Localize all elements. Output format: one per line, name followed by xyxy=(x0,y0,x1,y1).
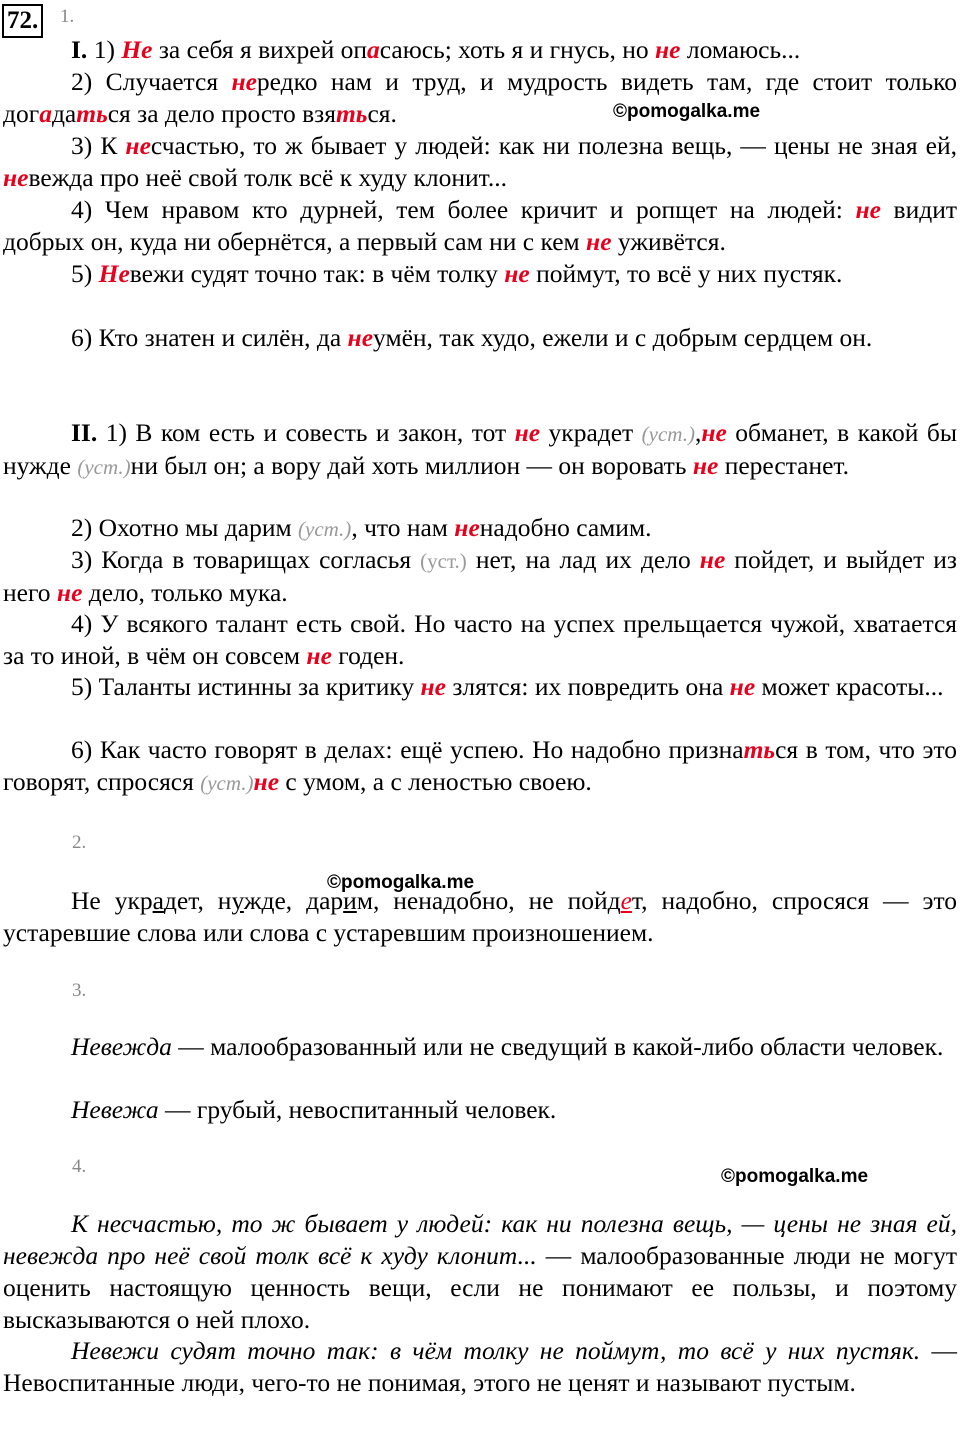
part2-item2: 2) Охотно мы дарим (уст.), что нам ненадобно самим. xyxy=(71,513,652,542)
watermark-3: ©pomogalka.me xyxy=(721,1166,869,1187)
section-4-para1: К несчастью, то ж бывает у людей: как ни полезна вещь, — цены не зная ей, невежда про неё свой толк всё к худу клонит... — малообразованные люди не могут оценить настоящую ценность вещи, если не понимают ее пользы, и поэтому высказываются о ней плохо. xyxy=(3,1209,957,1334)
watermark-1: ©pomogalka.me xyxy=(613,101,761,122)
section-3-def2: Невежа — грубый, невоспитанный человек. xyxy=(71,1095,557,1124)
section-1-label: 1. xyxy=(60,6,75,27)
part1-item1: I. 1) Не за себя я вихрей опасаюсь; хоть я и гнусь, но не ломаюсь... xyxy=(71,35,801,64)
part2-item6: 6) Как часто говорят в делах: ещё успею. Но надобно признаться в том, что это говорят, спросяся (уст.)не с умом, а с леностью своею. xyxy=(3,735,958,796)
part2-item3: 3) Когда в товарищах согласья (уст.) нет, на лад их дело не пойдет, и выйдет из него не дело, только мука. xyxy=(3,545,958,607)
section-2-text: Не украдет, нужде, дарим, ненадобно, не пойдет, надобно, спросяся — это устаревшие слова или слова с устаревшим произношением. xyxy=(3,886,958,947)
section-4-para2: Невежи судят точно так: в чём толку не поймут, то всё у них пустяк. — Невоспитанные люди, чего-то не понимая, этого не ценят и называют пустым. xyxy=(3,1336,957,1397)
part1-item3: 3) К несчастью, то ж бывает у людей: как ни полезна вещь, — цены не зная ей, невежда про неё свой толк всё к худу клонит... xyxy=(3,131,958,192)
watermark-2: ©pomogalka.me xyxy=(327,872,475,893)
section-3-def1: Невежда — малообразованный или не сведущий в какой-либо области человек. xyxy=(71,1032,944,1061)
section-4-label: 4. xyxy=(72,1156,87,1177)
section-2-label: 2. xyxy=(72,832,87,853)
part1-item4: 4) Чем нравом кто дурней, тем более кричит и ропщет на людей: не видит добрых он, куда ни обернётся, а первый сам ни с кем не уживётся. xyxy=(3,195,957,256)
part2-item4: 4) У всякого талант есть свой. Но часто на успех прельщается чужой, хватается за то иной, в чём он совсем не годен. xyxy=(3,609,957,670)
exercise-number: 72. xyxy=(2,4,43,38)
part1-item6: 6) Кто знатен и силён, да неумён, так худо, ежели и с добрым сердцем он. xyxy=(71,323,873,352)
part1-item5: 5) Невежи судят точно так: в чём толку не поймут, то всё у них пустяк. xyxy=(71,259,843,288)
part1-item2: 2) Случается нередко нам и труд, и мудрость видеть там, где стоит только догадаться за дело просто взяться. xyxy=(3,67,957,128)
section-3-label: 3. xyxy=(72,980,87,1001)
part2-item5: 5) Таланты истинны за критику не злятся: их повредить она не может красоты... xyxy=(71,672,944,701)
part2-item1: II. 1) В ком есть и совесть и закон, тот не украдет (уст.),не обманет, в какой бы нужде (уст.)ни был он; а вору дай хоть миллион — он воровать не перестанет. xyxy=(3,418,957,480)
